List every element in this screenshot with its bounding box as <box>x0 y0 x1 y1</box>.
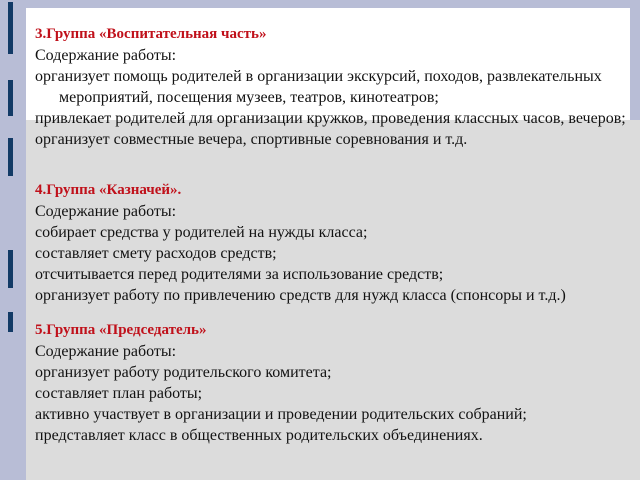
decorative-stripe <box>8 250 13 288</box>
list-item: организует работу родительского комитета; <box>35 364 332 381</box>
list-item: организует работу по привлечению средств для нужд класса (спонсоры и т.д.) <box>35 287 566 304</box>
list-item: отсчитывается перед родителями за использование средств; <box>35 266 444 283</box>
decorative-stripe <box>8 312 13 332</box>
section-educational <box>35 24 635 150</box>
list-item: привлекает родителей для организации кружков, проведения классных часов, вечеров; <box>35 110 626 127</box>
list-item: активно участвует в организации и проведении родительских собраний; <box>35 406 527 423</box>
list-item: собирает средства у родителей на нужды класса; <box>35 224 368 241</box>
list-item: организует совместные вечера, спортивные соревнования и т.д. <box>35 131 468 148</box>
section-subheading: Содержание работы: <box>35 47 177 64</box>
list-item: организует помощь родителей в организации экскурсий, походов, развлекательных мероприятий, посещения музеев, театров, кинотеатров; <box>35 68 602 106</box>
section-heading: 4.Группа «Казначей». <box>35 182 182 198</box>
decorative-stripe <box>8 80 13 116</box>
list-item: составляет план работы; <box>35 385 203 402</box>
section-heading: 5.Группа «Председатель» <box>35 322 207 338</box>
list-item: составляет смету расходов средств; <box>35 245 277 262</box>
section-subheading: Содержание работы: <box>35 203 177 220</box>
decorative-stripe <box>8 2 13 54</box>
section-treasurer <box>35 180 635 306</box>
decorative-stripe <box>8 138 13 176</box>
section-chairman <box>35 320 635 446</box>
section-heading: 3.Группа «Воспитательная часть» <box>35 26 267 42</box>
list-item: представляет класс в общественных родительских объединениях. <box>35 427 483 444</box>
section-subheading: Содержание работы: <box>35 343 177 360</box>
